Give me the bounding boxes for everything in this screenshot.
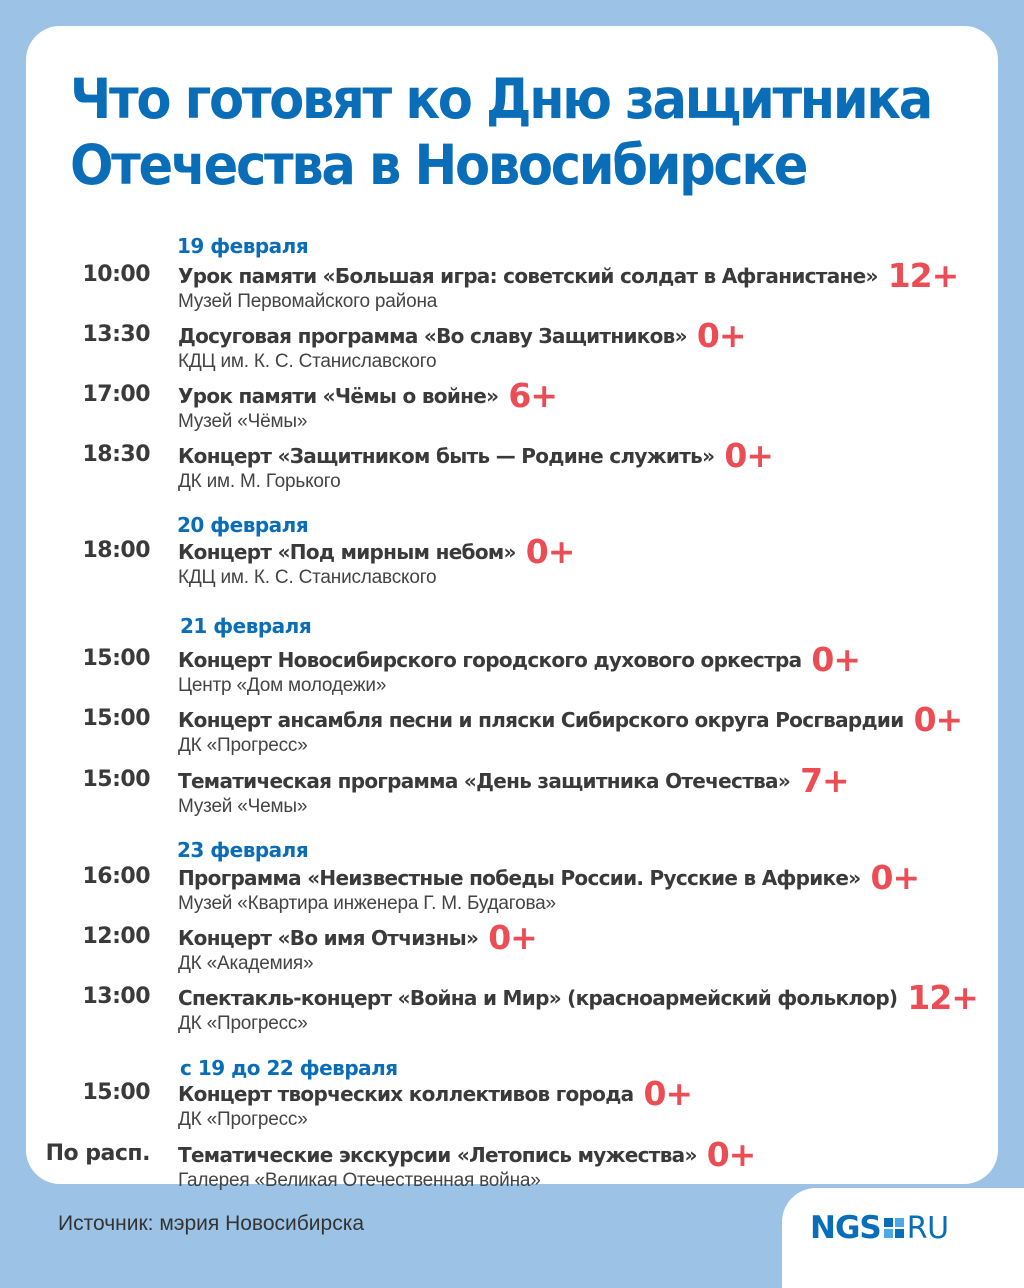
age-rating: 0+ [643, 1074, 693, 1113]
ngs-logo[interactable] [782, 1188, 1024, 1288]
event-place: ДК «Прогресс» [178, 1013, 308, 1034]
event-item [0, 316, 1000, 382]
event-place: КДЦ им. К. С. Станиславского [178, 567, 437, 588]
event-item [0, 978, 1000, 1044]
event-name: Тематическая программа «День защитника Отечества» [178, 769, 791, 793]
event-place: ДК «Академия» [178, 953, 314, 974]
event-item [0, 918, 1000, 984]
title-line-1: Что готовят ко Дню защитника [70, 67, 931, 131]
event-time: 16:00 [82, 864, 150, 889]
event-place: Центр «Дом молодежи» [178, 675, 387, 696]
event-place: ДК «Прогресс» [178, 735, 308, 756]
event-name: Программа «Неизвестные победы России. Русские в Африке» [178, 866, 861, 890]
logo-text-left: NGS [810, 1210, 881, 1246]
age-rating: 12+ [887, 256, 959, 295]
age-rating: 0+ [913, 700, 963, 739]
event-time: 13:00 [82, 984, 150, 1009]
event-item [0, 858, 1000, 924]
event-time: 13:30 [82, 322, 150, 347]
event-name: Концерт Новосибирского городского духового оркестра [178, 648, 802, 672]
event-time: По расп. [45, 1141, 150, 1166]
event-place: Музей «Квартира инженера Г. М. Будагова» [178, 893, 556, 914]
age-rating: 0+ [696, 316, 746, 355]
page-title [70, 66, 931, 198]
age-rating: 12+ [907, 978, 978, 1017]
event-name: Концерт ансамбля песни и пляски Сибирского округа Росгвардии [178, 708, 904, 732]
event-place: Галерея «Великая Отечественная война» [178, 1170, 541, 1191]
event-time: 15:00 [82, 1080, 150, 1105]
date-heading: 19 февраля [177, 234, 309, 258]
event-name: Концерт творческих коллективов города [178, 1082, 634, 1106]
logo-text-right: RU [906, 1210, 949, 1246]
event-item [0, 256, 1000, 322]
event-place: Музей «Чёмы» [178, 411, 308, 432]
age-rating: 0+ [870, 858, 920, 897]
event-place: ДК им. М. Горького [178, 471, 341, 492]
event-place: ДК «Прогресс» [178, 1109, 308, 1130]
event-place: КДЦ им. К. С. Станиславского [178, 351, 437, 372]
event-name: Тематические экскурсии «Летопись мужества» [178, 1143, 697, 1167]
date-heading: 21 февраля [180, 614, 312, 638]
date-heading: с 19 до 22 февраля [180, 1056, 398, 1080]
source-note: Источник: мэрия Новосибирска [58, 1212, 365, 1235]
event-place: Музей «Чемы» [178, 796, 308, 817]
event-place: Музей Первомайского района [178, 291, 438, 312]
event-name: Концерт «Защитником быть — Родине служить» [178, 444, 715, 468]
event-item [0, 700, 1000, 766]
date-heading: 23 февраля [177, 838, 309, 862]
age-rating: 0+ [525, 532, 575, 571]
event-name: Концерт «Во имя Отчизны» [178, 926, 479, 950]
event-time: 10:00 [82, 262, 150, 287]
event-item [0, 532, 1000, 598]
event-time: 18:30 [82, 442, 150, 467]
event-time: 15:00 [82, 646, 150, 671]
event-name: Досуговая программа «Во славу Защитников» [178, 324, 687, 348]
date-heading: 20 февраля [177, 513, 309, 537]
age-rating: 0+ [724, 436, 773, 475]
age-rating: 0+ [706, 1135, 756, 1174]
age-rating: 6+ [508, 376, 557, 415]
event-name: Концерт «Под мирным небом» [178, 540, 516, 564]
title-line-2: Отечества в Новосибирске [70, 133, 807, 197]
event-time: 15:00 [82, 706, 150, 731]
age-rating: 0+ [488, 918, 537, 957]
event-name: Урок памяти «Чёмы о войне» [178, 384, 499, 408]
age-rating: 0+ [811, 640, 861, 679]
age-rating: 7+ [800, 761, 849, 800]
logo-square-icon [884, 1218, 904, 1238]
event-item [0, 761, 1000, 827]
event-item [0, 376, 1000, 442]
event-name: Спектакль-концерт «Война и Мир» (красноармейский фольклор) [178, 986, 898, 1010]
event-name: Урок памяти «Большая игра: советский солдат в Афганистане» [178, 264, 878, 288]
event-item [0, 436, 1000, 502]
event-time: 18:00 [82, 538, 150, 563]
event-time: 12:00 [82, 924, 150, 949]
event-time: 15:00 [82, 767, 150, 792]
event-item [0, 640, 1000, 706]
event-item [0, 1074, 1000, 1140]
event-time: 17:00 [82, 382, 150, 407]
